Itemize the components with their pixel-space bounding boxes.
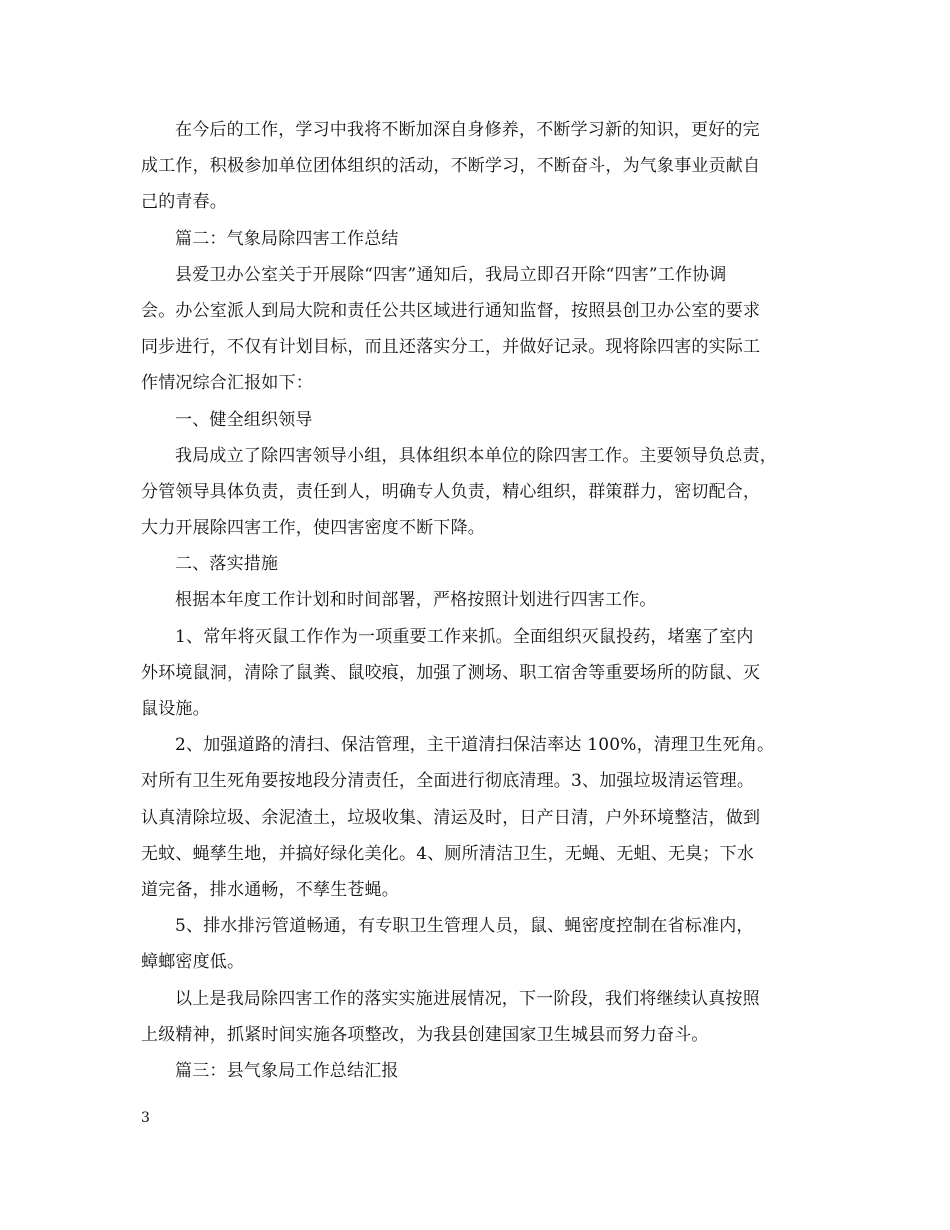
body-line: 同步进行，不仅有计划目标，而且还落实分工，并做好记录。现将除四害的实际工	[141, 337, 761, 358]
section-heading: 篇三：县气象局工作总结汇报	[175, 1060, 399, 1081]
page-number: 3	[141, 1110, 150, 1126]
body-line: 在今后的工作，学习中我将不断加深自身修养，不断学习新的知识，更好的完	[175, 120, 760, 140]
body-line: 2、加强道路的清扫、保洁管理，主干道清扫保洁率达 100%，清理卫生死角。	[175, 735, 775, 756]
body-line: 蟑螂密度低。	[141, 952, 245, 973]
body-line: 道完备，排水通畅，不孳生苍蝇。	[141, 879, 399, 900]
body-line: 以上是我局除四害工作的落实实施进展情况，下一阶段，我们将继续认真按照	[175, 988, 760, 1009]
body-line: 县爱卫办公室关于开展除“四害”通知后，我局立即召开除“四害”工作协调	[175, 264, 727, 285]
body-line: 认真清除垃圾、余泥渣土，垃圾收集、清运及时，日产日清，户外环境整洁，做到	[141, 807, 761, 828]
body-line: 大力开展除四害工作，使四害密度不断下降。	[141, 518, 485, 539]
body-line: 5、排水排污管道畅通，有专职卫生管理人员，鼠、蝇密度控制在省标准内，	[175, 916, 754, 937]
document-body	[141, 112, 821, 1089]
body-line: 分管领导具体负责，责任到人，明确专人负责，精心组织，群策群力，密切配合，	[141, 481, 761, 502]
body-line: 鼠设施。	[141, 699, 210, 719]
body-line: 对所有卫生死角要按地段分清责任，全面进行彻底清理。3、加强垃圾清运管理。	[141, 771, 755, 792]
body-line: 会。办公室派人到局大院和责任公共区域进行通知监督，按照县创卫办公室的要求	[141, 300, 761, 321]
subsection-heading: 二、落实措施	[175, 554, 279, 575]
body-line: 外环境鼠洞，清除了鼠粪、鼠咬痕，加强了测场、职工宿舍等重要场所的防鼠、灭	[141, 662, 761, 683]
body-line: 成工作，积极参加单位团体组织的活动，不断学习，不断奋斗，为气象事业贡献自	[141, 156, 761, 177]
body-line: 我局成立了除四害领导小组，具体组织本单位的除四害工作。主要领导负总责，	[175, 445, 777, 466]
body-line: 上级精神，抓紧时间实施各项整改，为我县创建国家卫生城县而努力奋斗。	[141, 1024, 709, 1045]
body-line: 1、常年将灭鼠工作作为一项重要工作来抓。全面组织灭鼠投药，堵塞了室内	[175, 626, 754, 647]
subsection-heading: 一、健全组织领导	[175, 409, 313, 430]
body-line: 根据本年度工作计划和时间部署，严格按照计划进行四害工作。	[175, 590, 657, 611]
body-line: 作情况综合汇报如下：	[141, 373, 313, 394]
body-line: 无蚊、蝇孳生地，并搞好绿化美化。4、厕所清洁卫生，无蝇、无蛆、无臭；下水	[141, 843, 755, 864]
section-heading: 篇二：气象局除四害工作总结	[175, 228, 399, 249]
body-line: 己的青春。	[141, 192, 227, 213]
